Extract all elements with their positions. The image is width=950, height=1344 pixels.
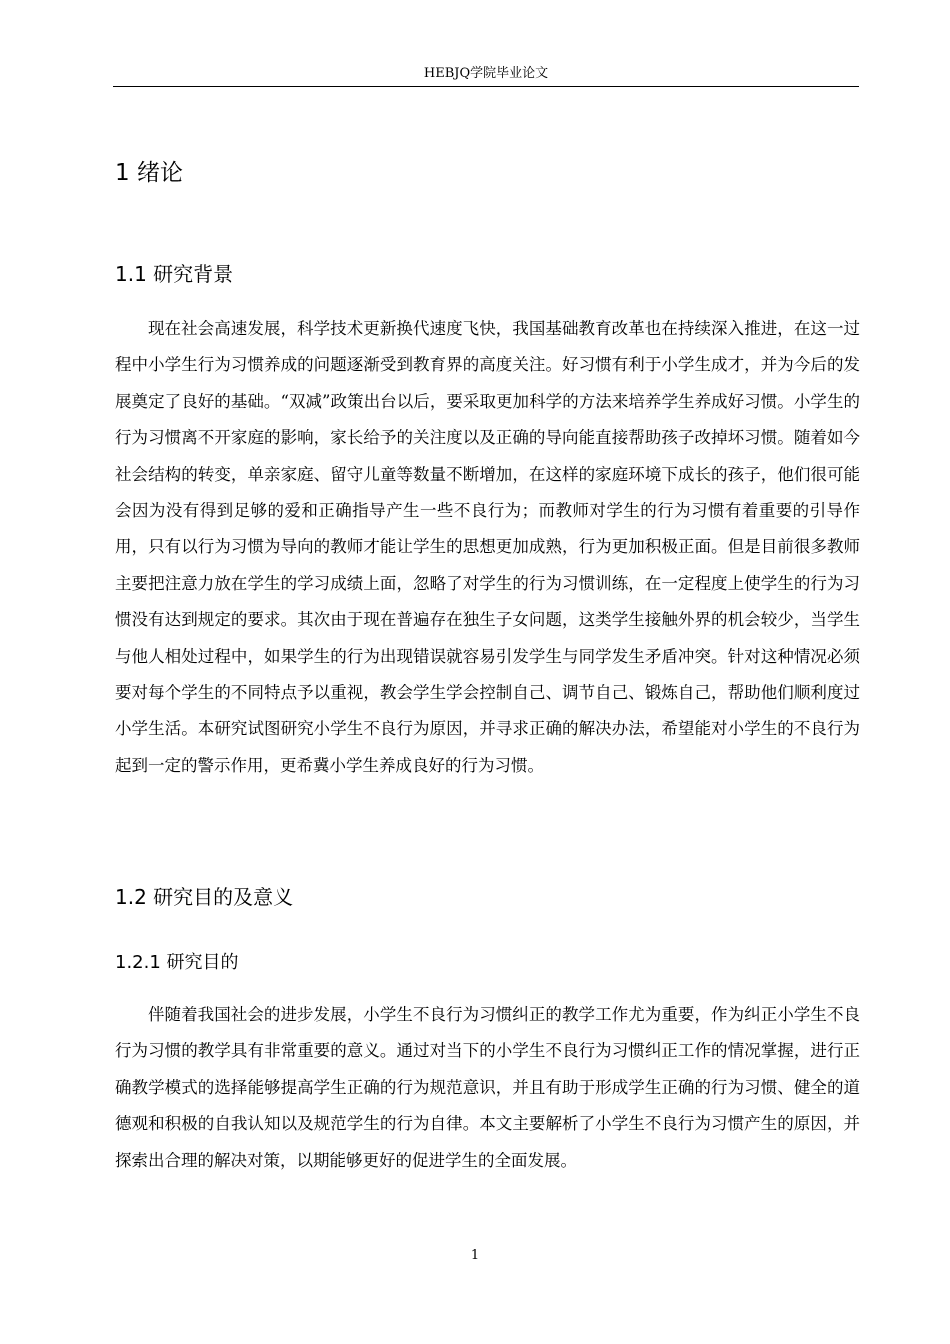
chapter-title: 1 绪论 (115, 160, 183, 186)
page-number: 1 (470, 1248, 480, 1263)
section-1-2-1-title: 1.2.1 研究目的 (115, 952, 239, 973)
section-1-1-title: 1.1 研究背景 (115, 262, 234, 286)
header-rule (113, 86, 859, 87)
running-header: HEBJQ学院毕业论文 (423, 66, 549, 81)
section-1-1-paragraph: 现在社会高速发展，科学技术更新换代速度飞快，我国基础教育改革也在持续深入推进，在这一过程中小学生行为习惯养成的问题逐渐受到教育界的高度关注。好习惯有利于小学生成才，并为今后的发展奠定了良好的基础。“双减”政策出台以后，要采取更加科学的方法来培养学生养成好习惯。小学生的行为习惯离不开家庭的影响，家长给予的关注度以及正确的导向能直接帮助孩子改掉坏习惯。随着如今社会结构的转变，单亲家庭、留守儿童等数量不断增加，在这样的家庭环境下成长的孩子，他们很可能会因为没有得到足够的爱和正确指导产生一些不良行为；而教师对学生的行为习惯有着重要的引导作用，只有以行为习惯为导向的教师才能让学生的思想更加成熟，行为更加积极正面。但是目前很多教师主要把注意力放在学生的学习成绩上面，忽略了对学生的行为习惯训练，在一定程度上使学生的行为习惯没有达到规定的要求。其次由于现在普遍存在独生子女问题，这类学生接触外界的机会较少，当学生与他人相处过程中，如果学生的行为出现错误就容易引发学生与同学发生矛盾冲突。针对这种情况必须要对每个学生的不同特点予以重视，教会学生学会控制自己、调节自己、锻炼自己，帮助他们顺利度过小学生活。本研究试图研究小学生不良行为原因，并寻求正确的解决办法，希望能对小学生的不良行为起到一定的警示作用，更希冀小学生养成良好的行为习惯。 (115, 319, 860, 775)
section-1-2-title: 1.2 研究目的及意义 (115, 885, 294, 909)
section-1-2-1-paragraph: 伴随着我国社会的进步发展，小学生不良行为习惯纠正的教学工作尤为重要，作为纠正小学生不良行为习惯的教学具有非常重要的意义。通过对当下的小学生不良行为习惯纠正工作的情况掌握，进行正确教学模式的选择能够提高学生正确的行为规范意识，并且有助于形成学生正确的行为习惯、健全的道德观和积极的自我认知以及规范学生的行为自律。本文主要解析了小学生不良行为习惯产生的原因，并探索出合理的解决对策，以期能够更好的促进学生的全面发展。 (115, 1005, 860, 1170)
